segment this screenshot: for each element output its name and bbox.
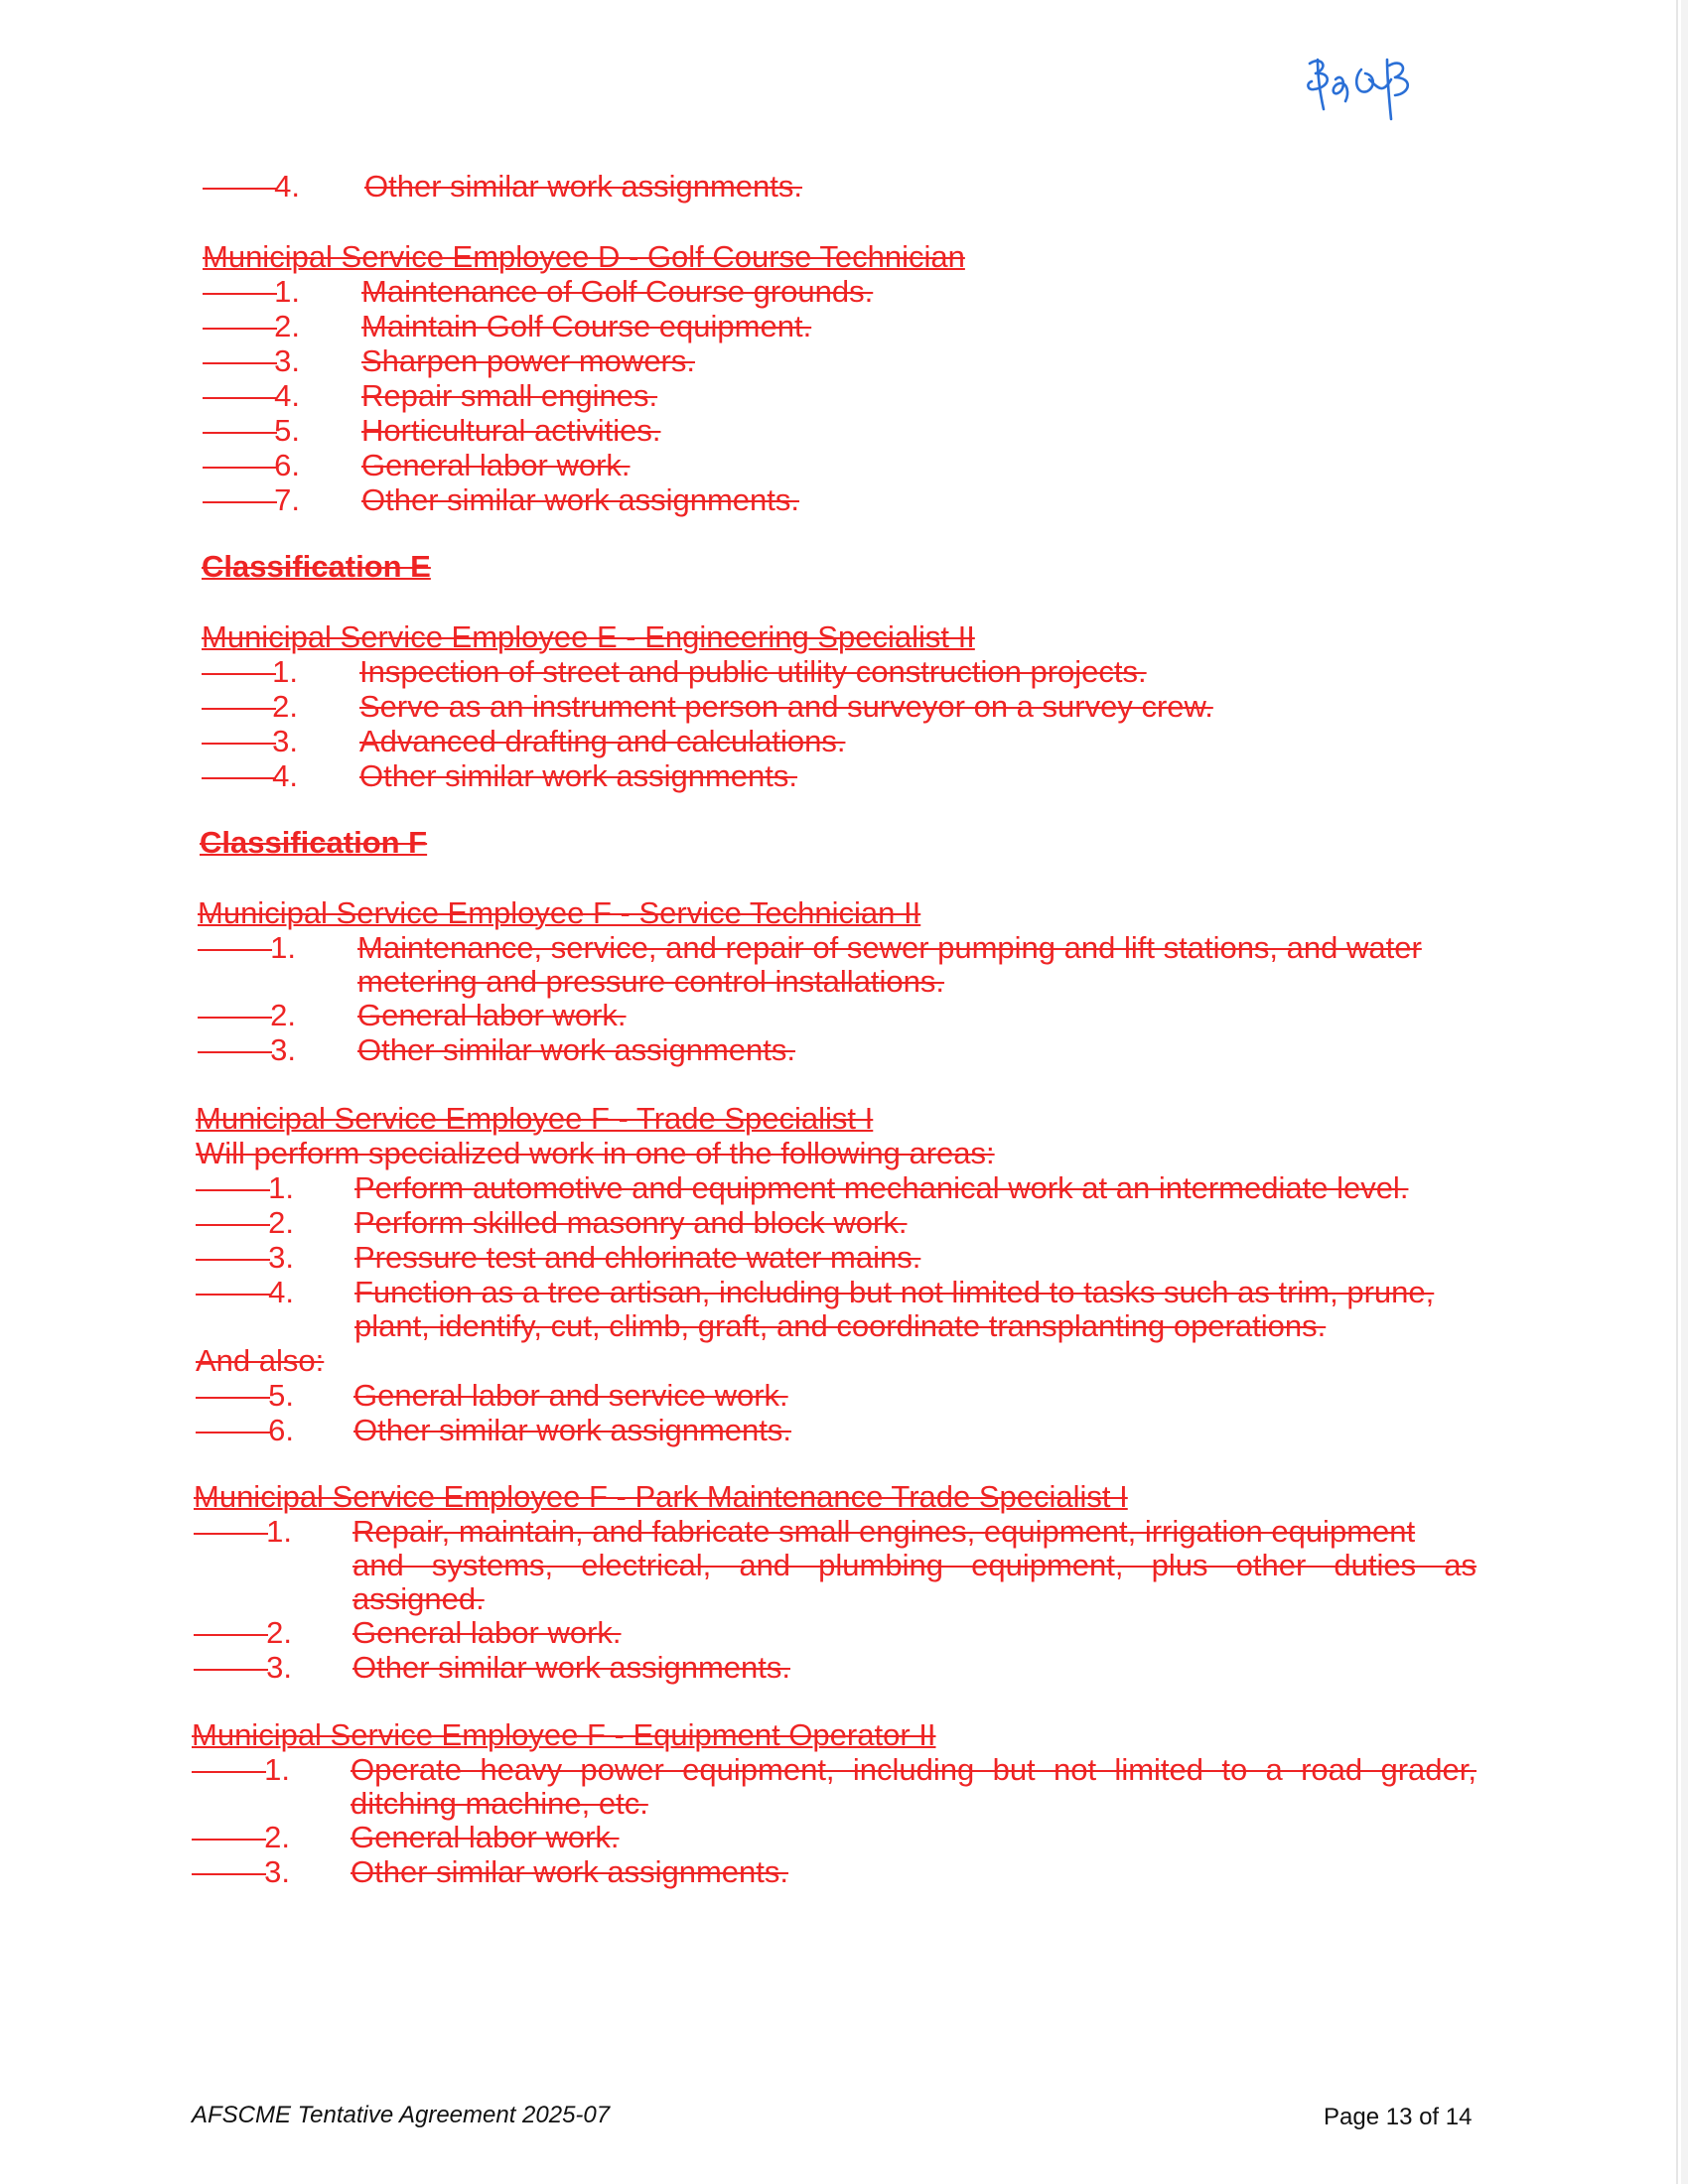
list-item: Other similar work assignments. xyxy=(353,1413,792,1447)
list-item: Repair small engines. xyxy=(361,378,658,413)
list-item: General labor work. xyxy=(361,448,631,482)
section-intro: Will perform specialized work in one of the following areas: xyxy=(196,1136,995,1170)
list-item: Serve as an instrument person and surveyor on a survey crew. xyxy=(359,689,1213,724)
list-number: 2. xyxy=(268,1205,294,1240)
list-item: Horticultural activities. xyxy=(361,413,661,448)
list-item: General labor work. xyxy=(357,998,627,1032)
list-number: 1. xyxy=(266,1514,292,1549)
list-number: 2. xyxy=(270,998,296,1032)
list-number: 6. xyxy=(268,1413,294,1447)
list-number: 4. xyxy=(274,378,300,413)
list-number: 6. xyxy=(274,448,300,482)
list-item: Other similar work assignments. xyxy=(359,758,798,793)
list-item: Sharpen power mowers. xyxy=(361,343,695,378)
list-number: 2. xyxy=(266,1615,292,1650)
section-title-engineering-specialist: Municipal Service Employee E - Engineering Specialist II xyxy=(202,619,975,654)
list-item: Other similar work assignments. xyxy=(352,1650,791,1685)
list-item-line: Maintenance, service, and repair of sewer pumping and lift stations, and water xyxy=(357,930,1422,965)
list-number: 4. xyxy=(272,758,298,793)
classification-e-heading: Classification E xyxy=(202,549,431,584)
list-item: General labor work. xyxy=(352,1615,622,1650)
list-item: Inspection of street and public utility construction projects. xyxy=(359,654,1147,689)
list-number: 3. xyxy=(272,724,298,758)
list-item: Other similar work assignments. xyxy=(364,169,803,204)
list-number: 2. xyxy=(264,1820,290,1854)
list-item-line: Repair, maintain, and fabricate small engines, equipment, irrigation equipment xyxy=(352,1514,1416,1549)
list-number: 4. xyxy=(274,169,300,204)
section-title-park-maintenance: Municipal Service Employee F - Park Maintenance Trade Specialist I xyxy=(194,1479,1128,1514)
list-item-line: Operate heavy power equipment, including but not limited to a road grader, xyxy=(351,1752,1477,1787)
list-number: 7. xyxy=(274,482,300,517)
list-item: General labor work. xyxy=(351,1820,620,1854)
classification-f-heading: Classification F xyxy=(200,825,428,860)
list-number: 5. xyxy=(274,413,300,448)
list-item: Other similar work assignments. xyxy=(351,1854,789,1889)
footer-document-title: AFSCME Tentative Agreement 2025-07 xyxy=(192,2102,611,2128)
list-item: Other similar work assignments. xyxy=(357,1032,796,1067)
and-also-label: And also: xyxy=(196,1343,325,1378)
list-item-line: assigned. xyxy=(352,1581,485,1616)
list-item-line: plant, identify, cut, climb, graft, and coordinate transplanting operations. xyxy=(354,1308,1327,1343)
section-title-service-technician: Municipal Service Employee F - Service Technician II xyxy=(198,895,921,930)
list-number: 3. xyxy=(264,1854,290,1889)
list-item: Pressure test and chlorinate water mains. xyxy=(354,1240,921,1275)
footer-page-number: Page 13 of 14 xyxy=(1324,2104,1473,2130)
list-number: 2. xyxy=(272,689,298,724)
list-item: Other similar work assignments. xyxy=(361,482,800,517)
list-item: Maintain Golf Course equipment. xyxy=(361,309,812,343)
list-number: 1. xyxy=(268,1170,294,1205)
list-number: 2. xyxy=(274,309,300,343)
list-number: 1. xyxy=(272,654,298,689)
list-item: General labor and service work. xyxy=(353,1378,788,1413)
list-item-line: Function as a tree artisan, including but not limited to tasks such as trim, prune, xyxy=(354,1275,1435,1309)
list-number: 3. xyxy=(270,1032,296,1067)
list-item: Advanced drafting and calculations. xyxy=(359,724,846,758)
list-number: 1. xyxy=(270,930,296,965)
section-title-trade-specialist: Municipal Service Employee F - Trade Specialist I xyxy=(196,1101,874,1136)
list-item-line: ditching machine, etc. xyxy=(351,1786,648,1821)
list-number: 1. xyxy=(264,1752,290,1787)
list-number: 3. xyxy=(266,1650,292,1685)
section-title-equipment-operator: Municipal Service Employee F - Equipment Operator II xyxy=(192,1717,936,1752)
list-number: 1. xyxy=(274,274,300,309)
list-item: Perform automotive and equipment mechanical work at an intermediate level. xyxy=(354,1170,1409,1205)
list-number: 3. xyxy=(274,343,300,378)
section-title-golf-course-technician: Municipal Service Employee D - Golf Course Technician xyxy=(203,239,965,274)
list-item-line: metering and pressure control installations. xyxy=(357,964,945,999)
list-number: 3. xyxy=(268,1240,294,1275)
list-number: 5. xyxy=(268,1378,294,1413)
list-number: 4. xyxy=(268,1275,294,1309)
list-item: Perform skilled masonry and block work. xyxy=(354,1205,908,1240)
list-item-line: and systems, electrical, and plumbing equipment, plus other duties as xyxy=(352,1548,1477,1582)
list-item: Maintenance of Golf Course grounds. xyxy=(361,274,874,309)
